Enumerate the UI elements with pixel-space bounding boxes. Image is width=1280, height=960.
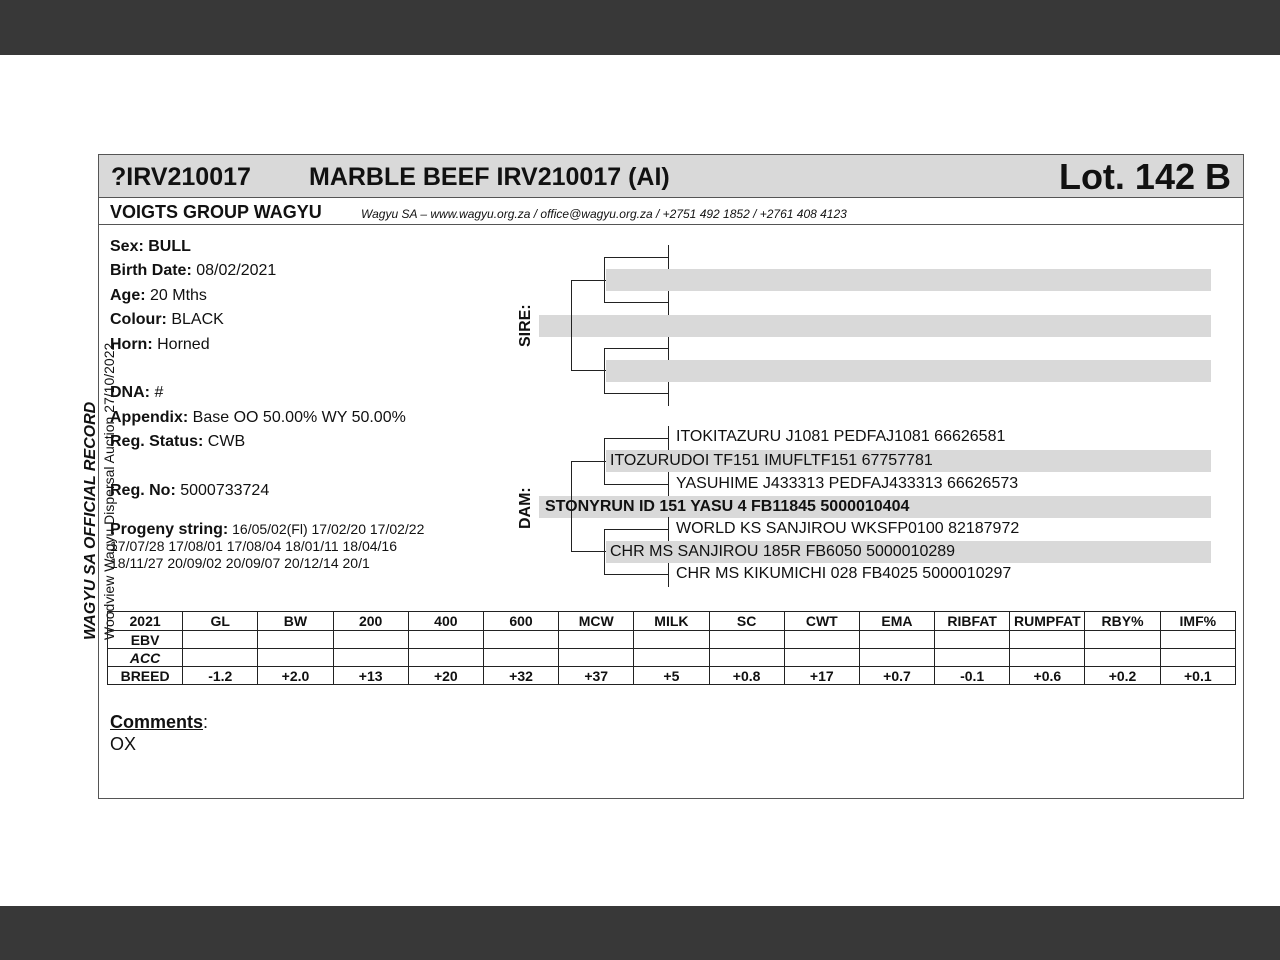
breed-cell: +0.1: [1160, 667, 1235, 685]
dam-sire-sire-name: ITOKITAZURU J1081 PEDFAJ1081 66626581: [676, 428, 1006, 445]
dam-name: STONYRUN ID 151 YASU 4 FB11845 5000010404: [545, 498, 910, 515]
ebv-header-cell: RBY%: [1085, 612, 1160, 631]
breeder-name: VOIGTS GROUP WAGYU: [110, 202, 322, 222]
ebv-table: [107, 611, 1236, 685]
animal-name: MARBLE BEEF IRV210017 (AI): [309, 163, 670, 191]
dam-sire-name: ITOZURUDOI TF151 IMUFLTF151 67757781: [610, 452, 933, 469]
comments-text: OX: [110, 734, 137, 754]
breed-cell: +2.0: [258, 667, 333, 685]
colour-field: Colour: BLACK: [110, 311, 224, 328]
breed-cell: +32: [483, 667, 558, 685]
ebv-header-cell: BW: [258, 612, 333, 631]
ebv-header-cell: SC: [709, 612, 784, 631]
comments-label: Comments: [110, 712, 204, 732]
ebv-row-label: EBV: [108, 631, 183, 649]
ebv-header-cell: EMA: [859, 612, 934, 631]
ebv-row: [108, 631, 1236, 649]
animal-id: ?IRV210017: [111, 163, 251, 191]
record-header: [99, 155, 1243, 198]
breed-cell: +20: [408, 667, 483, 685]
sire-sire-bar: [606, 269, 1211, 291]
bottom-frame-bar: [0, 906, 1280, 960]
ebv-header-cell: CWT: [784, 612, 859, 631]
appendix-field: Appendix: Base OO 50.00% WY 50.00%: [110, 409, 406, 426]
breed-cell: +0.8: [709, 667, 784, 685]
breed-cell: +0.2: [1085, 667, 1160, 685]
sire-bar: [539, 315, 1211, 337]
dna-field: DNA: #: [110, 384, 164, 401]
ebv-header-cell: 2021: [108, 612, 183, 631]
side-subtitle: Woodview Wagyu Dispersal Auction 27/10/2022: [101, 342, 117, 640]
ebv-header-cell: MCW: [559, 612, 634, 631]
progeny-string: Progeny string: 16/05/02(Fl) 17/02/20 17/02/22 17/07/28 17/08/01 17/08/04 18/01/11 18/04/16 18/11/27 20/09/02 20/09/07 20/12/14 20/1: [110, 521, 425, 571]
ebv-header-cell: 200: [333, 612, 408, 631]
ebv-header-row: [108, 612, 1236, 631]
acc-row: [108, 649, 1236, 667]
contact-info: Wagyu SA – www.wagyu.org.za / office@wagyu.org.za / +2751 492 1852 / +2761 408 4123: [361, 207, 847, 221]
record-card: [98, 154, 1244, 799]
reg-status-field: Reg. Status: CWB: [110, 433, 246, 450]
ebv-header-cell: RIBFAT: [935, 612, 1010, 631]
breed-cell: +0.7: [859, 667, 934, 685]
breed-cell: -0.1: [935, 667, 1010, 685]
birth-date-field: Birth Date: 08/02/2021: [110, 262, 277, 279]
ebv-header-cell: GL: [183, 612, 258, 631]
ebv-header-cell: 600: [483, 612, 558, 631]
age-field: Age: 20 Mths: [110, 287, 207, 304]
ebv-header-cell: MILK: [634, 612, 709, 631]
breed-cell: +5: [634, 667, 709, 685]
ebv-header-cell: 400: [408, 612, 483, 631]
ebv-header-cell: RUMPFAT: [1010, 612, 1085, 631]
breed-cell: +37: [559, 667, 634, 685]
sire-label: SIRE:: [517, 304, 534, 347]
sire-dam-bar: [606, 360, 1211, 382]
breed-row-label: BREED: [108, 667, 183, 685]
breed-cell: -1.2: [183, 667, 258, 685]
sex-field: Sex: BULL: [110, 238, 191, 255]
top-frame-bar: [0, 0, 1280, 55]
comments-section: Comments: OX: [110, 712, 209, 754]
dam-label: DAM:: [517, 487, 534, 529]
side-title: WAGYU SA OFFICIAL RECORD: [82, 401, 99, 640]
acc-row-label: ACC: [108, 649, 183, 667]
dam-dam-sire-name: WORLD KS SANJIROU WKSFP0100 82187972: [676, 520, 1020, 537]
lot-number: Lot. 142 B: [1058, 156, 1231, 197]
breeder-row: [99, 198, 1243, 225]
breed-cell: +17: [784, 667, 859, 685]
breed-row: [108, 667, 1236, 685]
dam-dam-dam-name: CHR MS KIKUMICHI 028 FB4025 5000010297: [676, 565, 1012, 582]
dam-dam-name: CHR MS SANJIROU 185R FB6050 5000010289: [610, 543, 956, 560]
ebv-header-cell: IMF%: [1160, 612, 1235, 631]
reg-number-field: Reg. No: 5000733724: [110, 482, 270, 499]
breed-cell: +13: [333, 667, 408, 685]
breed-cell: +0.6: [1010, 667, 1085, 685]
horn-field: Horn: Horned: [110, 336, 210, 353]
dam-sire-dam-name: YASUHIME J433313 PEDFAJ433313 66626573: [676, 475, 1019, 492]
